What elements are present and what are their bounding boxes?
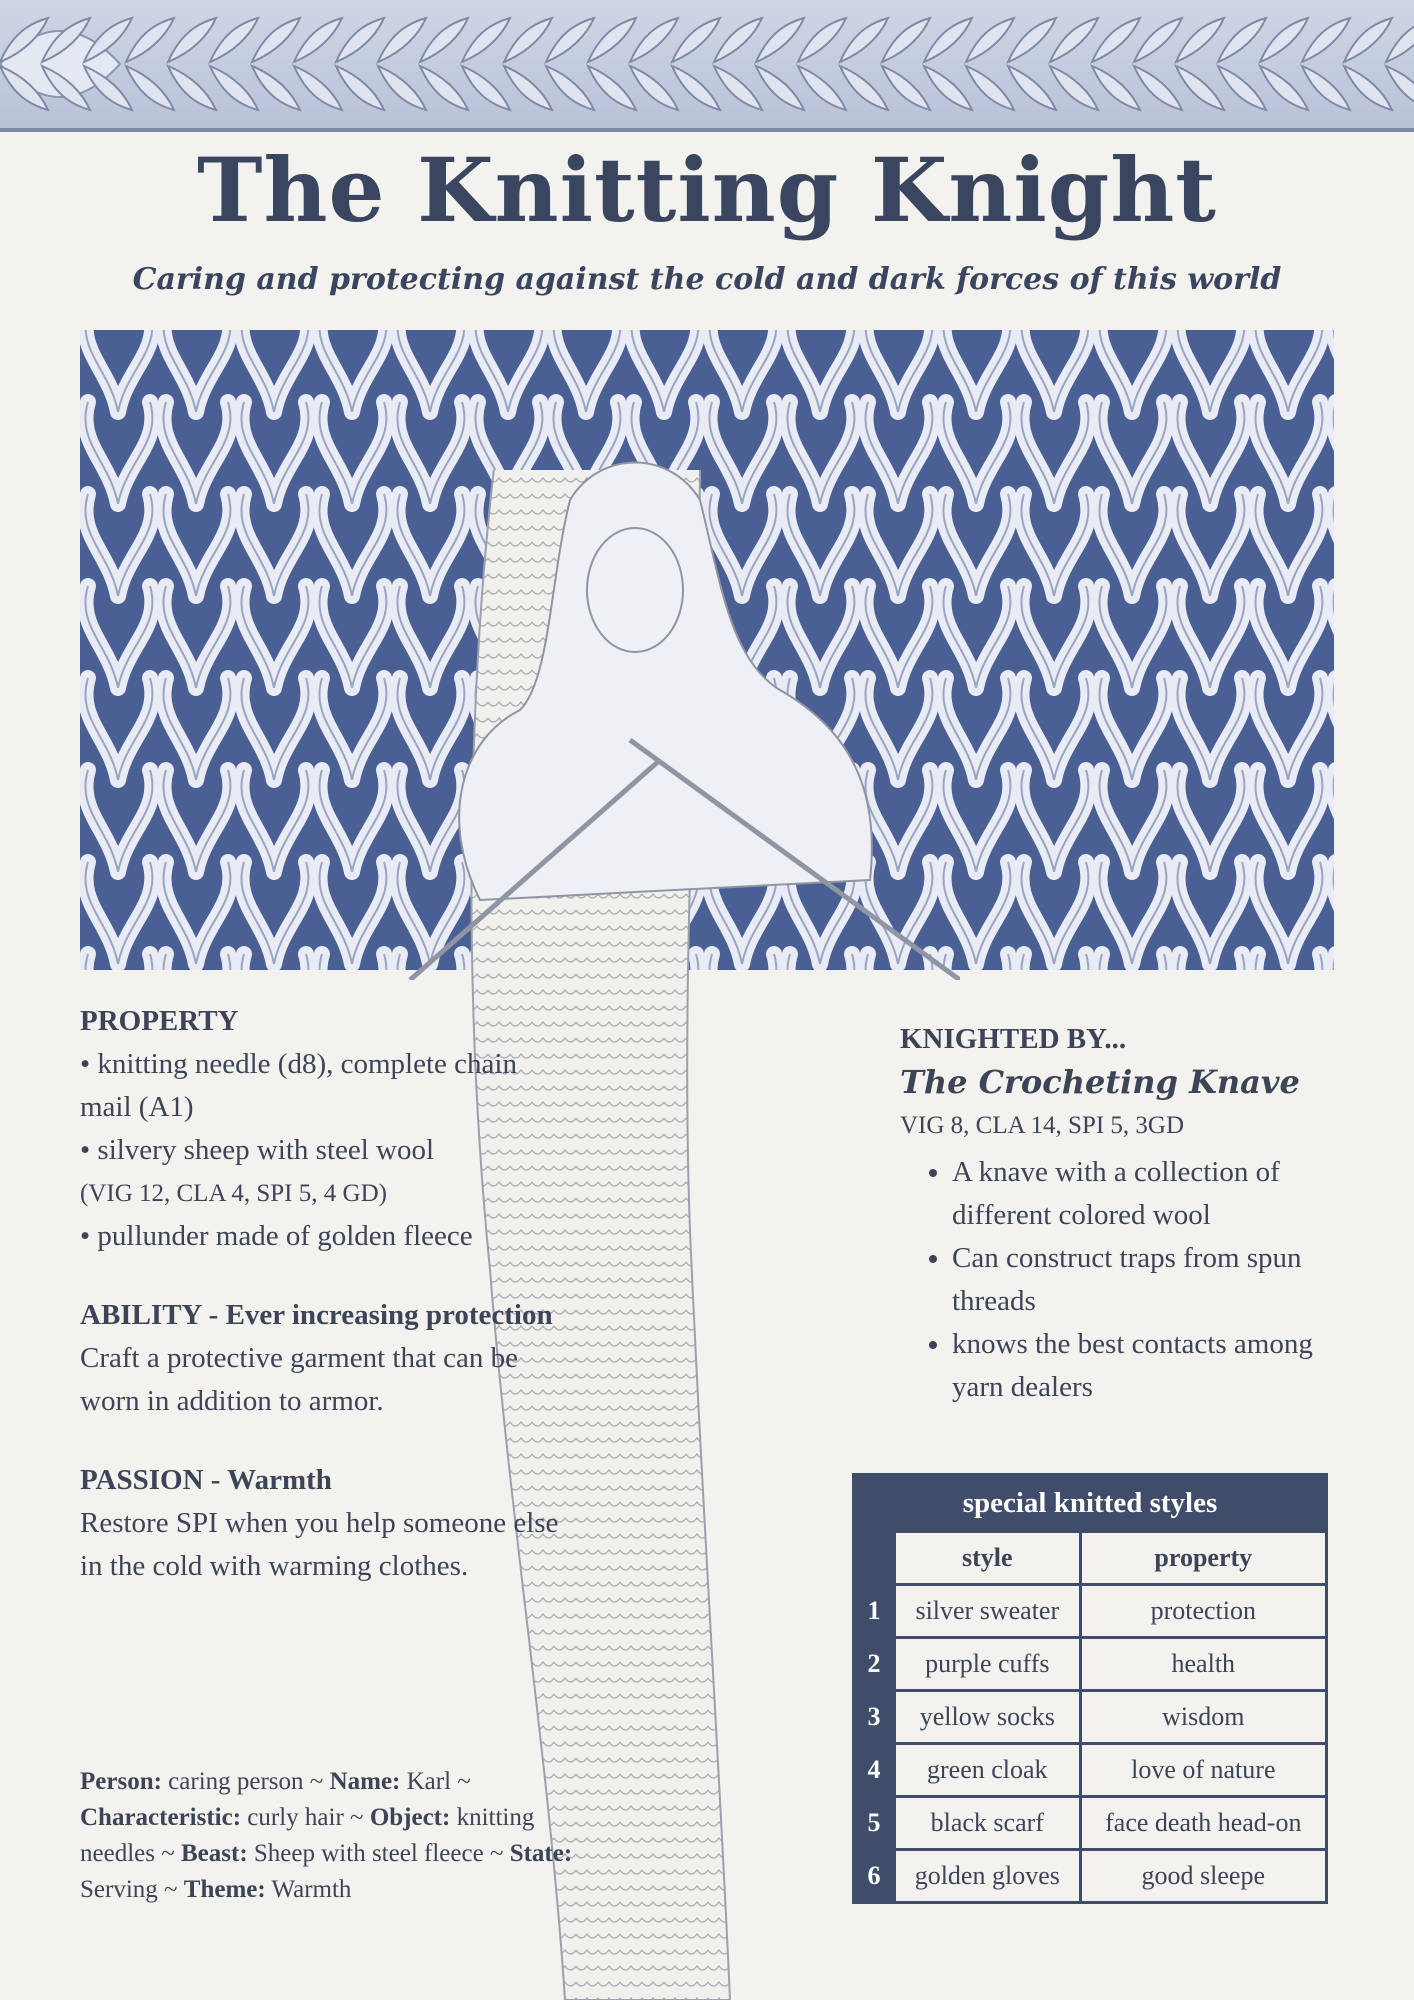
- row-property: good sleepe: [1080, 1850, 1326, 1903]
- property-item-needle: • knitting needle (d8), complete chain mail (A1): [80, 1048, 517, 1123]
- braid-leaf: [1260, 18, 1308, 62]
- beast-label: Beast:: [181, 1840, 248, 1867]
- row-style: green cloak: [895, 1744, 1081, 1797]
- braid-leaf: [294, 66, 342, 110]
- braid-leaf: [1176, 18, 1224, 62]
- braid-leaf: [462, 66, 510, 110]
- knave-bullet: • Can construct traps from spun threads: [952, 1237, 1340, 1323]
- passion-section: [80, 1459, 560, 1588]
- col-header-property: property: [1080, 1532, 1326, 1585]
- braid-leaf: [630, 66, 678, 110]
- braid-leaf: [798, 18, 846, 62]
- braid-leaf: [924, 18, 972, 62]
- table-caption: special knitted styles: [854, 1475, 1327, 1532]
- row-property: face death head-on: [1080, 1797, 1326, 1850]
- knave-bullets: [900, 1151, 1340, 1409]
- braid-leaf: [1260, 66, 1308, 110]
- braid-leaf: [1008, 66, 1056, 110]
- person-value: caring person ~: [161, 1768, 330, 1795]
- braid-leaf: [126, 18, 174, 62]
- person-label: Person:: [80, 1768, 162, 1795]
- braid-leaf: [504, 18, 552, 62]
- ability-text: Craft a protective garment that can be worn in addition to armor.: [80, 1342, 519, 1417]
- left-column: [80, 1000, 560, 1624]
- braid-leaf: [1218, 66, 1266, 110]
- braid-leaf: [252, 66, 300, 110]
- theme-value: Warmth: [265, 1876, 352, 1903]
- table-row: [854, 1797, 1327, 1850]
- braid-leaf: [630, 18, 678, 62]
- braid-leaf: [882, 18, 930, 62]
- special-styles-table: [852, 1473, 1328, 1904]
- knight-upper-body: [400, 460, 960, 980]
- braid-leaf: [1344, 66, 1392, 110]
- row-number: 5: [854, 1797, 895, 1850]
- page-title: The Knitting Knight: [197, 138, 1217, 242]
- braid-leaf: [378, 18, 426, 62]
- page-subtitle: Caring and protecting against the cold and dark forces of this world: [132, 262, 1282, 297]
- knight-face: [587, 528, 683, 652]
- braid-leaf: [798, 66, 846, 110]
- knighted-heading: KNIGHTED BY...: [900, 1023, 1127, 1055]
- row-style: golden gloves: [895, 1850, 1081, 1903]
- knave-name: The Crocheting Knave: [900, 1063, 1300, 1101]
- braid-leaf: [126, 66, 174, 110]
- row-number: 1: [854, 1585, 895, 1638]
- theme-label: Theme:: [183, 1876, 266, 1903]
- braid-leaf: [168, 18, 216, 62]
- braid-leaf: [462, 18, 510, 62]
- braid-leaf: [210, 66, 258, 110]
- knave-stats: VIG 8, CLA 14, SPI 5, 3GD: [900, 1112, 1185, 1139]
- character-notes: [80, 1764, 600, 1908]
- braid-leaf: [672, 18, 720, 62]
- braid-leaf: [336, 66, 384, 110]
- braid-leaf: [1302, 66, 1350, 110]
- braid-leaf: [1092, 18, 1140, 62]
- braid-leaf: [420, 66, 468, 110]
- passion-heading: PASSION - Warmth: [80, 1464, 332, 1496]
- braid-leaf: [1134, 66, 1182, 110]
- beast-value: Sheep with steel fleece ~: [247, 1840, 504, 1867]
- braid-leaf: [714, 18, 762, 62]
- row-style: purple cuffs: [895, 1638, 1081, 1691]
- table-row: [854, 1744, 1327, 1797]
- braid-leaf: [420, 18, 468, 62]
- property-section: [80, 1000, 560, 1258]
- row-property: health: [1080, 1638, 1326, 1691]
- row-number: 2: [854, 1638, 895, 1691]
- braid-leaf: [252, 18, 300, 62]
- property-item-sheep: • silvery sheep with steel wool: [80, 1134, 435, 1166]
- braid-leaf: [672, 66, 720, 110]
- row-property: love of nature: [1080, 1744, 1326, 1797]
- property-heading: PROPERTY: [80, 1005, 239, 1037]
- braid-leaf: [1386, 66, 1414, 110]
- braid-border: [0, 0, 1414, 132]
- knave-bullet: • knows the best contacts among yarn dealers: [952, 1323, 1340, 1409]
- knighted-by-section: [900, 1018, 1340, 1409]
- braid-leaf: [966, 18, 1014, 62]
- braid-leaf: [378, 66, 426, 110]
- object-label: Object:: [369, 1804, 451, 1831]
- braid-leaf: [1050, 18, 1098, 62]
- braid-leaf: [504, 66, 552, 110]
- row-style: black scarf: [895, 1797, 1081, 1850]
- braid-leaf: [588, 66, 636, 110]
- braid-leaf: [168, 66, 216, 110]
- braid-leaf: [756, 18, 804, 62]
- name-label: Name:: [329, 1768, 401, 1795]
- row-property: wisdom: [1080, 1691, 1326, 1744]
- braid-leaf: [588, 18, 636, 62]
- braid-leaf: [1050, 66, 1098, 110]
- state-label: State:: [509, 1840, 573, 1867]
- table-row: [854, 1691, 1327, 1744]
- braid-leaf: [210, 18, 258, 62]
- braid-leaf: [966, 66, 1014, 110]
- braid-leaf: [294, 18, 342, 62]
- table-row: [854, 1638, 1327, 1691]
- braid-leaf: [546, 18, 594, 62]
- property-item-pullunder: • pullunder made of golden fleece: [80, 1220, 473, 1252]
- name-value: Karl ~: [400, 1768, 471, 1795]
- table-row: [854, 1850, 1327, 1903]
- braid-leaf: [840, 66, 888, 110]
- braid-leaf: [1218, 18, 1266, 62]
- passion-text: Restore SPI when you help someone else in the cold with warming clothes.: [80, 1507, 559, 1582]
- braid-leaf: [1134, 18, 1182, 62]
- braid-pattern: [0, 0, 1414, 128]
- braid-leaf: [714, 66, 762, 110]
- row-number: 6: [854, 1850, 895, 1903]
- knave-bullet: • A knave with a collection of different colored wool: [952, 1151, 1340, 1237]
- braid-leaf: [1344, 18, 1392, 62]
- braid-leaf: [924, 66, 972, 110]
- state-value: Serving ~: [80, 1876, 184, 1903]
- braid-leaf: [336, 18, 384, 62]
- ability-section: [80, 1294, 560, 1423]
- row-style: silver sweater: [895, 1585, 1081, 1638]
- braid-leaf: [840, 18, 888, 62]
- braid-leaf: [1386, 18, 1414, 62]
- row-style: yellow socks: [895, 1691, 1081, 1744]
- braid-leaf: [756, 66, 804, 110]
- braid-leaf: [1092, 66, 1140, 110]
- table-row: [854, 1585, 1327, 1638]
- table-corner: [854, 1532, 895, 1585]
- property-item-sheep-stats: (VIG 12, CLA 4, SPI 5, 4 GD): [80, 1180, 387, 1207]
- col-header-style: style: [895, 1532, 1081, 1585]
- braid-leaf: [1176, 66, 1224, 110]
- row-number: 3: [854, 1691, 895, 1744]
- braid-leaf: [882, 66, 930, 110]
- row-number: 4: [854, 1744, 895, 1797]
- braid-leaf: [1008, 18, 1056, 62]
- ability-heading: ABILITY - Ever increasing protection: [80, 1299, 553, 1331]
- object-value: knitting needles ~: [80, 1804, 535, 1867]
- braid-leaf: [1302, 18, 1350, 62]
- characteristic-value: curly hair ~: [241, 1804, 370, 1831]
- row-property: protection: [1080, 1585, 1326, 1638]
- characteristic-label: Characteristic:: [80, 1804, 242, 1831]
- braid-leaf: [546, 66, 594, 110]
